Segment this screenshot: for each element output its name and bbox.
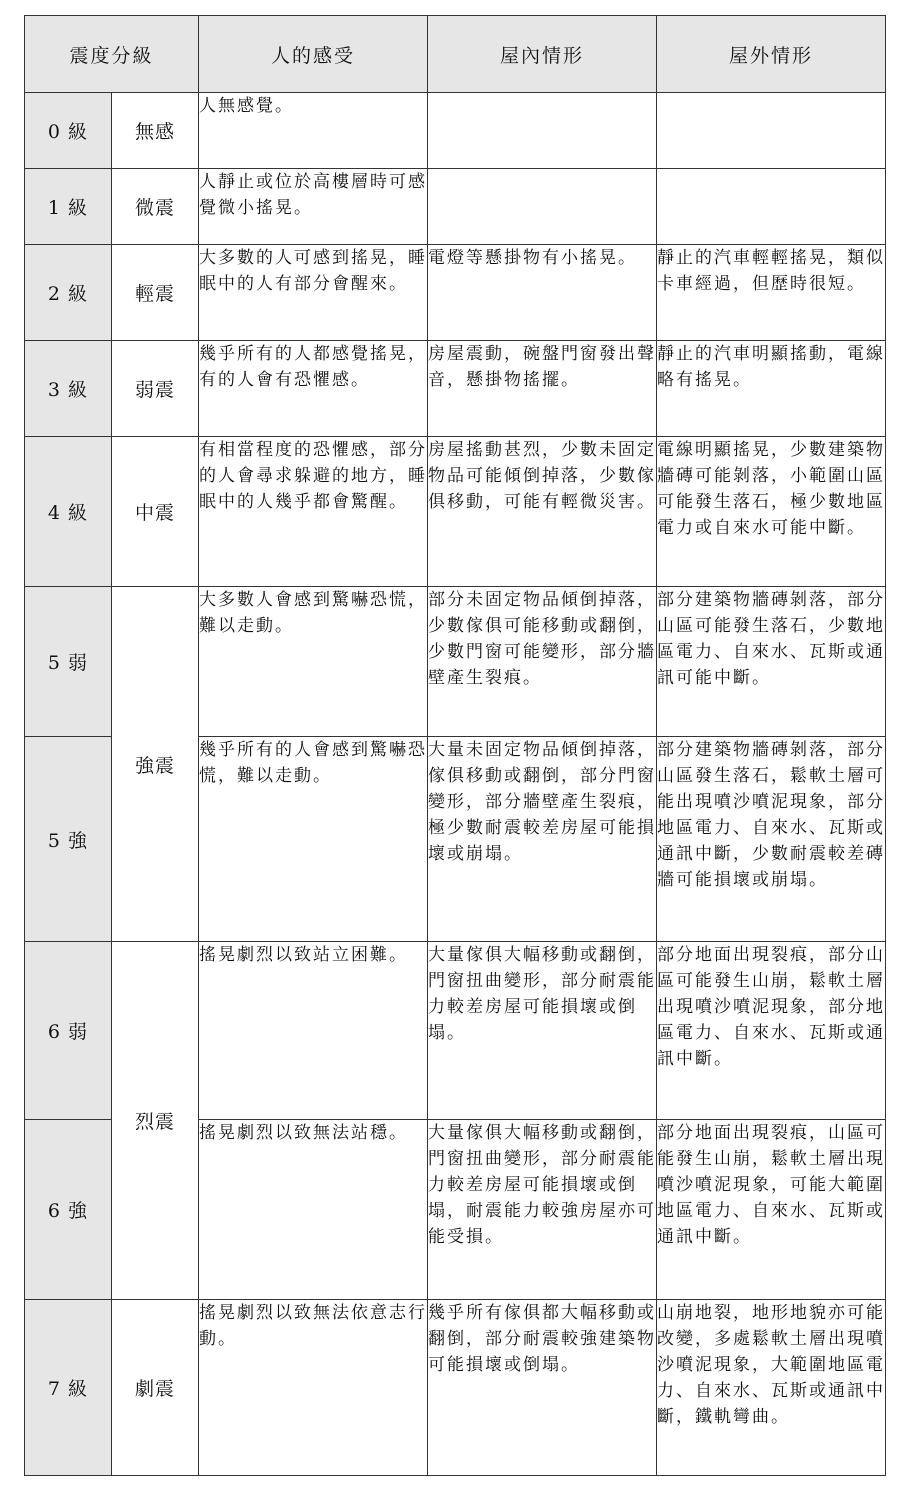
header-human-feeling: 人的感受	[199, 16, 428, 93]
table-row	[25, 169, 886, 245]
human-feeling-cell: 大多數的人可感到搖晃，睡眠中的人有部分會醒來。	[199, 245, 428, 341]
seismic-intensity-table	[24, 15, 886, 1476]
outdoor-cell: 部分地面出現裂痕，山區可能發生山崩，鬆軟土層出現噴沙噴泥現象，可能大範圍地區電力、自來水、瓦斯或通訊中斷。	[657, 1120, 886, 1300]
outdoor-cell: 部分建築物牆磚剝落，部分山區可能發生落石，少數地區電力、自來水、瓦斯或通訊可能中斷。	[657, 587, 886, 737]
intensity-name-cell: 劇震	[112, 1300, 199, 1476]
outdoor-cell: 電線明顯搖晃，少數建築物牆磚可能剝落，小範圍山區可能發生落石，極少數地區電力或自來水可能中斷。	[657, 437, 886, 587]
human-feeling-cell: 幾乎所有的人會感到驚嚇恐慌，難以走動。	[199, 737, 428, 942]
table-row	[25, 942, 886, 1120]
indoor-cell: 大量傢俱大幅移動或翻倒，門窗扭曲變形，部分耐震能力較差房屋可能損壞或倒塌，耐震能力較強房屋亦可能受損。	[428, 1120, 657, 1300]
intensity-name-cell: 烈震	[112, 942, 199, 1300]
human-feeling-cell: 大多數人會感到驚嚇恐慌，難以走動。	[199, 587, 428, 737]
outdoor-cell	[657, 169, 886, 245]
intensity-name-cell: 輕震	[112, 245, 199, 341]
level-cell: 0 級	[25, 93, 112, 169]
header-row	[25, 16, 886, 93]
table-row	[25, 93, 886, 169]
indoor-cell: 房屋震動，碗盤門窗發出聲音，懸掛物搖擺。	[428, 341, 657, 437]
table-row	[25, 341, 886, 437]
table-row	[25, 245, 886, 341]
human-feeling-cell: 人靜止或位於高樓層時可感覺微小搖晃。	[199, 169, 428, 245]
level-cell: 1 級	[25, 169, 112, 245]
header-intensity-level: 震度分級	[25, 16, 199, 93]
human-feeling-cell: 搖晃劇烈以致站立困難。	[199, 942, 428, 1120]
intensity-name-cell: 微震	[112, 169, 199, 245]
outdoor-cell: 部分建築物牆磚剝落，部分山區發生落石，鬆軟土層可能出現噴沙噴泥現象，部分地區電力、自來水、瓦斯或通訊中斷，少數耐震較差磚牆可能損壞或崩塌。	[657, 737, 886, 942]
indoor-cell: 幾乎所有傢俱都大幅移動或翻倒，部分耐震較強建築物可能損壞或倒塌。	[428, 1300, 657, 1476]
level-cell: 6 弱	[25, 942, 112, 1120]
intensity-name-cell: 無感	[112, 93, 199, 169]
intensity-name-cell: 中震	[112, 437, 199, 587]
indoor-cell: 房屋搖動甚烈，少數未固定物品可能傾倒掉落，少數傢俱移動，可能有輕微災害。	[428, 437, 657, 587]
level-cell: 4 級	[25, 437, 112, 587]
header-indoor-situation: 屋內情形	[428, 16, 657, 93]
level-cell: 7 級	[25, 1300, 112, 1476]
indoor-cell: 大量傢俱大幅移動或翻倒，門窗扭曲變形，部分耐震能力較差房屋可能損壞或倒塌。	[428, 942, 657, 1120]
level-cell: 5 弱	[25, 587, 112, 737]
human-feeling-cell: 幾乎所有的人都感覺搖晃，有的人會有恐懼感。	[199, 341, 428, 437]
indoor-cell	[428, 169, 657, 245]
level-cell: 5 強	[25, 737, 112, 942]
human-feeling-cell: 人無感覺。	[199, 93, 428, 169]
intensity-name-cell: 弱震	[112, 341, 199, 437]
outdoor-cell: 部分地面出現裂痕，部分山區可能發生山崩，鬆軟土層出現噴沙噴泥現象，部分地區電力、自來水、瓦斯或通訊中斷。	[657, 942, 886, 1120]
indoor-cell	[428, 93, 657, 169]
human-feeling-cell: 搖晃劇烈以致無法站穩。	[199, 1120, 428, 1300]
indoor-cell: 部分未固定物品傾倒掉落，少數傢俱可能移動或翻倒，少數門窗可能變形，部分牆壁產生裂痕。	[428, 587, 657, 737]
human-feeling-cell: 有相當程度的恐懼感，部分的人會尋求躲避的地方，睡眠中的人幾乎都會驚醒。	[199, 437, 428, 587]
level-cell: 2 級	[25, 245, 112, 341]
indoor-cell: 大量未固定物品傾倒掉落，傢俱移動或翻倒，部分門窗變形，部分牆壁產生裂痕，極少數耐震較差房屋可能損壞或崩塌。	[428, 737, 657, 942]
table-row	[25, 587, 886, 737]
level-cell: 6 強	[25, 1120, 112, 1300]
intensity-name-cell: 強震	[112, 587, 199, 942]
human-feeling-cell: 搖晃劇烈以致無法依意志行動。	[199, 1300, 428, 1476]
header-outdoor-situation: 屋外情形	[657, 16, 886, 93]
table-row	[25, 437, 886, 587]
level-cell: 3 級	[25, 341, 112, 437]
table-row	[25, 1300, 886, 1476]
outdoor-cell: 山崩地裂，地形地貌亦可能改變，多處鬆軟土層出現噴沙噴泥現象，大範圍地區電力、自來水、瓦斯或通訊中斷，鐵軌彎曲。	[657, 1300, 886, 1476]
indoor-cell: 電燈等懸掛物有小搖晃。	[428, 245, 657, 341]
outdoor-cell: 靜止的汽車明顯搖動，電線略有搖晃。	[657, 341, 886, 437]
outdoor-cell	[657, 93, 886, 169]
outdoor-cell: 靜止的汽車輕輕搖晃，類似卡車經過，但歷時很短。	[657, 245, 886, 341]
